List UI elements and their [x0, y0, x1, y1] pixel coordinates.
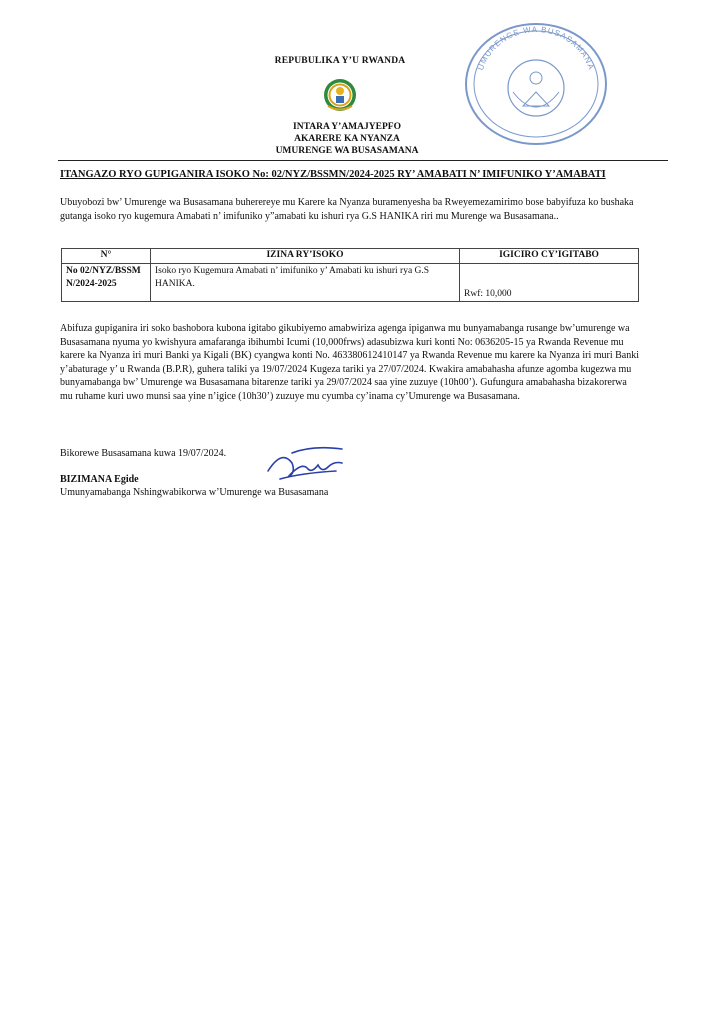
tender-number: No 02/NYZ/BSSM N/2024-2025 [62, 264, 151, 302]
district-name: AKARERE KA NYANZA [294, 134, 400, 144]
administrative-unit [262, 121, 432, 157]
table-row [62, 264, 639, 302]
col-name-header: IZINA RY’ISOKO [151, 249, 460, 264]
notice-title: ITANGAZO RYO GUPIGANIRA ISOKO No: 02/NYZ/BSSMN/2024-2025 RY’ AMABATI N’ IMIFUNIKO Y’AMABATI [60, 169, 606, 180]
col-price-header: IGICIRO CY’IGITABO [460, 249, 639, 264]
tender-table [61, 248, 639, 302]
province-name: INTARA Y’AMAJYEPFO [293, 122, 401, 132]
signatory-role: Umunyamabanga Nshingwabikorwa w’Umurenge wa Busasamana [60, 487, 329, 498]
tender-name: Isoko ryo Kugemura Amabati n’ imifuniko y’ Amabati ku ishuri rya G.S HANIKA. [151, 264, 460, 302]
signature [262, 443, 352, 493]
table-header-row [62, 249, 639, 264]
tender-price: Rwf: 10,000 [460, 264, 639, 302]
letterhead [240, 56, 440, 122]
official-stamp [463, 22, 609, 146]
place-date: Bikorewe Busasamana kuwa 19/07/2024. [60, 448, 227, 459]
col-number-header: N° [62, 249, 151, 264]
svg-text:UMURENGE WA BUSASAMANA: UMURENGE WA BUSASAMANA [476, 24, 596, 72]
body-paragraph: Abifuza gupiganira iri soko bashobora kubona igitabo gikubiyemo amabwiriza agenga ipiganwa mu bunyamabanga rusange bw’umurenge wa Busasamana nyuma yo kwishyura amafaranga ibihumbi Icumi (10,000frws) adasubizwa kuri konti No: 0636205-15 ya Rwanda Revenue mu karere ka Nyanza iri muri Banki ya Kigali (BK) cyangwa konti No. 463380612410147 ya Rwanda Revenue mu karere ka Nyanza iri muri Banki y’abaturage y’ u Rwanda (B.P.R), guhera taliki ya 19/07/2024 Kugeza tariki ya 27/07/2024. Kwakira amabahasha afunze agomba kugezwa mu bunyamabanga bw’ Umurenge wa Busasamana bitarenze tariki ya 29/07/2024 saa yine zuzuye (10h00’). Gufungura amabahasha bizakorerwa mu ruhame kuri uwo munsi saa yine n’igice (10h30’) zuzuye mu cyumba cy’inama cy’Umurenge wa Busasamana. [60, 323, 639, 402]
intro-paragraph: Ubuyobozi bw’ Umurenge wa Busasamana buherereye mu Karere ka Nyanza buramenyesha ba Rweyemezamirimo bose babyifuza ko bushaka gutanga isoko ryo kugemura Amabati n’ imifuniko y”amabati ku ishuri rya G.S HANIKA riri mu Murenge wa Busasamana.. [60, 197, 634, 222]
signatory-name: BIZIMANA Egide [60, 474, 139, 485]
rwanda-coat-of-arms-icon [322, 76, 358, 114]
sector-name: UMURENGE WA BUSASAMANA [275, 146, 419, 156]
header-divider [58, 160, 668, 161]
country-name: REPUBULIKA Y’U RWANDA [274, 56, 406, 66]
